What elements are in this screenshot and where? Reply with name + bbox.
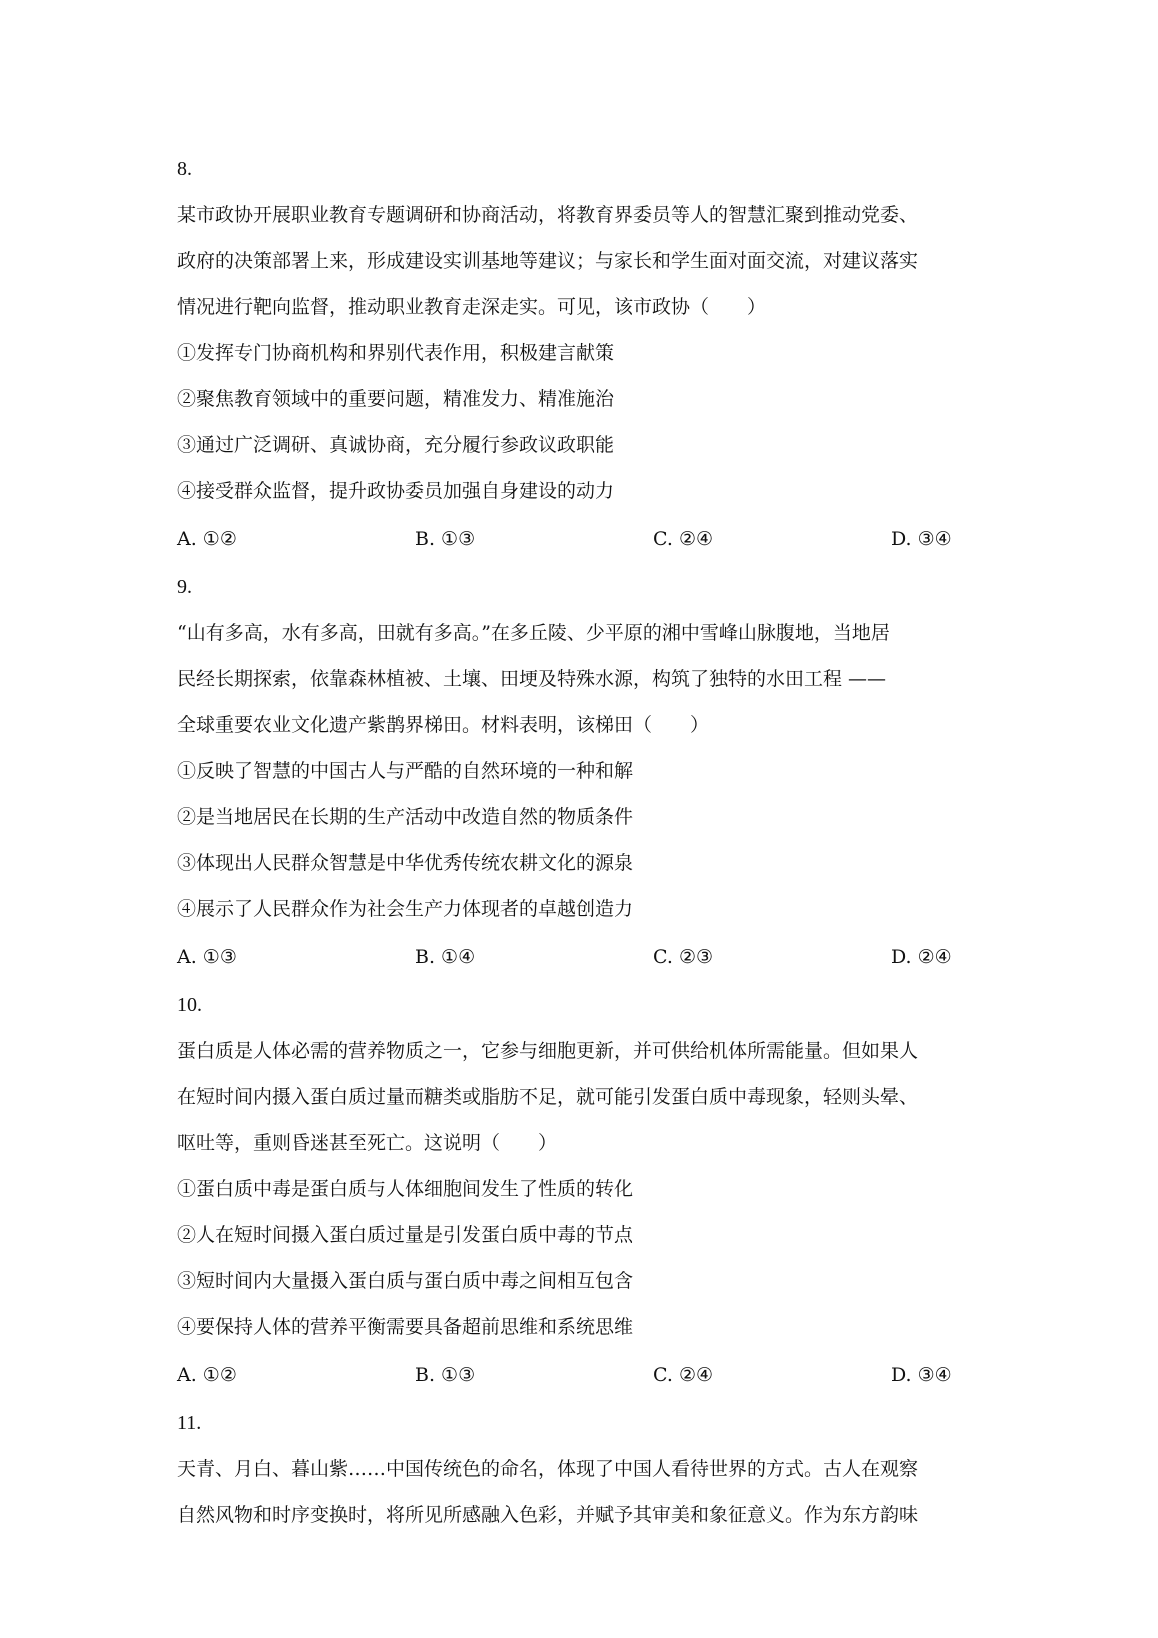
statement-1: ①反映了智慧的中国古人与严酷的自然环境的一种和解: [177, 760, 634, 782]
choice-d: D. ③④: [891, 1364, 952, 1386]
question-stem-line: 全球重要农业文化遗产紫鹊界梯田。材料表明，该梯田（ ）: [177, 714, 710, 736]
statement-3: ③短时间内大量摄入蛋白质与蛋白质中毒之间相互包含: [177, 1270, 634, 1292]
choice-a: A. ①②: [177, 1364, 237, 1386]
question-stem-line: 蛋白质是人体必需的营养物质之一，它参与细胞更新，并可供给机体所需能量。但如果人: [177, 1040, 919, 1062]
statement-1: ①发挥专门协商机构和界别代表作用，积极建言献策: [177, 342, 615, 364]
question-8: [177, 146, 977, 564]
choice-c: C. ②④: [653, 528, 714, 550]
answer-choices: [177, 932, 977, 982]
answer-choices: [177, 514, 977, 564]
statement-2: ②聚焦教育领域中的重要问题，精准发力、精准施治: [177, 388, 615, 410]
choice-b: B. ①④: [415, 946, 476, 968]
choice-b: B. ①③: [415, 528, 476, 550]
statement-3: ③通过广泛调研、真诚协商，充分履行参政议政职能: [177, 434, 615, 456]
choice-c: C. ②④: [653, 1364, 714, 1386]
statement-1: ①蛋白质中毒是蛋白质与人体细胞间发生了性质的转化: [177, 1178, 634, 1200]
question-number: 11.: [177, 1412, 202, 1434]
choice-c: C. ②③: [653, 946, 714, 968]
question-stem-line: 政府的决策部署上来，形成建设实训基地等建议；与家长和学生面对面交流，对建议落实: [177, 250, 919, 272]
question-number: 10.: [177, 994, 202, 1016]
statement-4: ④要保持人体的营养平衡需要具备超前思维和系统思维: [177, 1316, 634, 1338]
question-stem-line: 某市政协开展职业教育专题调研和协商活动，将教育界委员等人的智慧汇聚到推动党委、: [177, 204, 919, 226]
question-stem-line: 在短时间内摄入蛋白质过量而糖类或脂肪不足，就可能引发蛋白质中毒现象，轻则头晕、: [177, 1086, 919, 1108]
question-stem-line: 自然风物和时序变换时，将所见所感融入色彩，并赋予其审美和象征意义。作为东方韵味: [177, 1504, 919, 1526]
question-11: [177, 1400, 977, 1538]
question-stem-line: 民经长期探索，依靠森林植被、土壤、田埂及特殊水源，构筑了独特的水田工程 ——: [177, 668, 887, 690]
answer-choices: [177, 1350, 977, 1400]
question-number: 8.: [177, 158, 192, 180]
choice-a: A. ①②: [177, 528, 237, 550]
statement-3: ③体现出人民群众智慧是中华优秀传统农耕文化的源泉: [177, 852, 634, 874]
choice-a: A. ①③: [177, 946, 237, 968]
question-stem-line: 情况进行靶向监督，推动职业教育走深走实。可见，该市政协（ ）: [177, 296, 767, 318]
question-number: 9.: [177, 576, 192, 598]
statement-4: ④展示了人民群众作为社会生产力体现者的卓越创造力: [177, 898, 634, 920]
statement-4: ④接受群众监督，提升政协委员加强自身建设的动力: [177, 480, 615, 502]
statement-2: ②是当地居民在长期的生产活动中改造自然的物质条件: [177, 806, 634, 828]
question-stem-line: “山有多高，水有多高，田就有多高。”在多丘陵、少平原的湘中雪峰山脉腹地，当地居: [177, 622, 890, 644]
question-stem-line: 天青、月白、暮山紫……中国传统色的命名，体现了中国人看待世界的方式。古人在观察: [177, 1458, 919, 1480]
choice-d: D. ②④: [891, 946, 952, 968]
choice-b: B. ①③: [415, 1364, 476, 1386]
statement-2: ②人在短时间摄入蛋白质过量是引发蛋白质中毒的节点: [177, 1224, 634, 1246]
question-9: [177, 564, 977, 982]
exam-page: [177, 146, 977, 1538]
question-stem-line: 呕吐等，重则昏迷甚至死亡。这说明（ ）: [177, 1132, 558, 1154]
choice-d: D. ③④: [891, 528, 952, 550]
question-10: [177, 982, 977, 1400]
